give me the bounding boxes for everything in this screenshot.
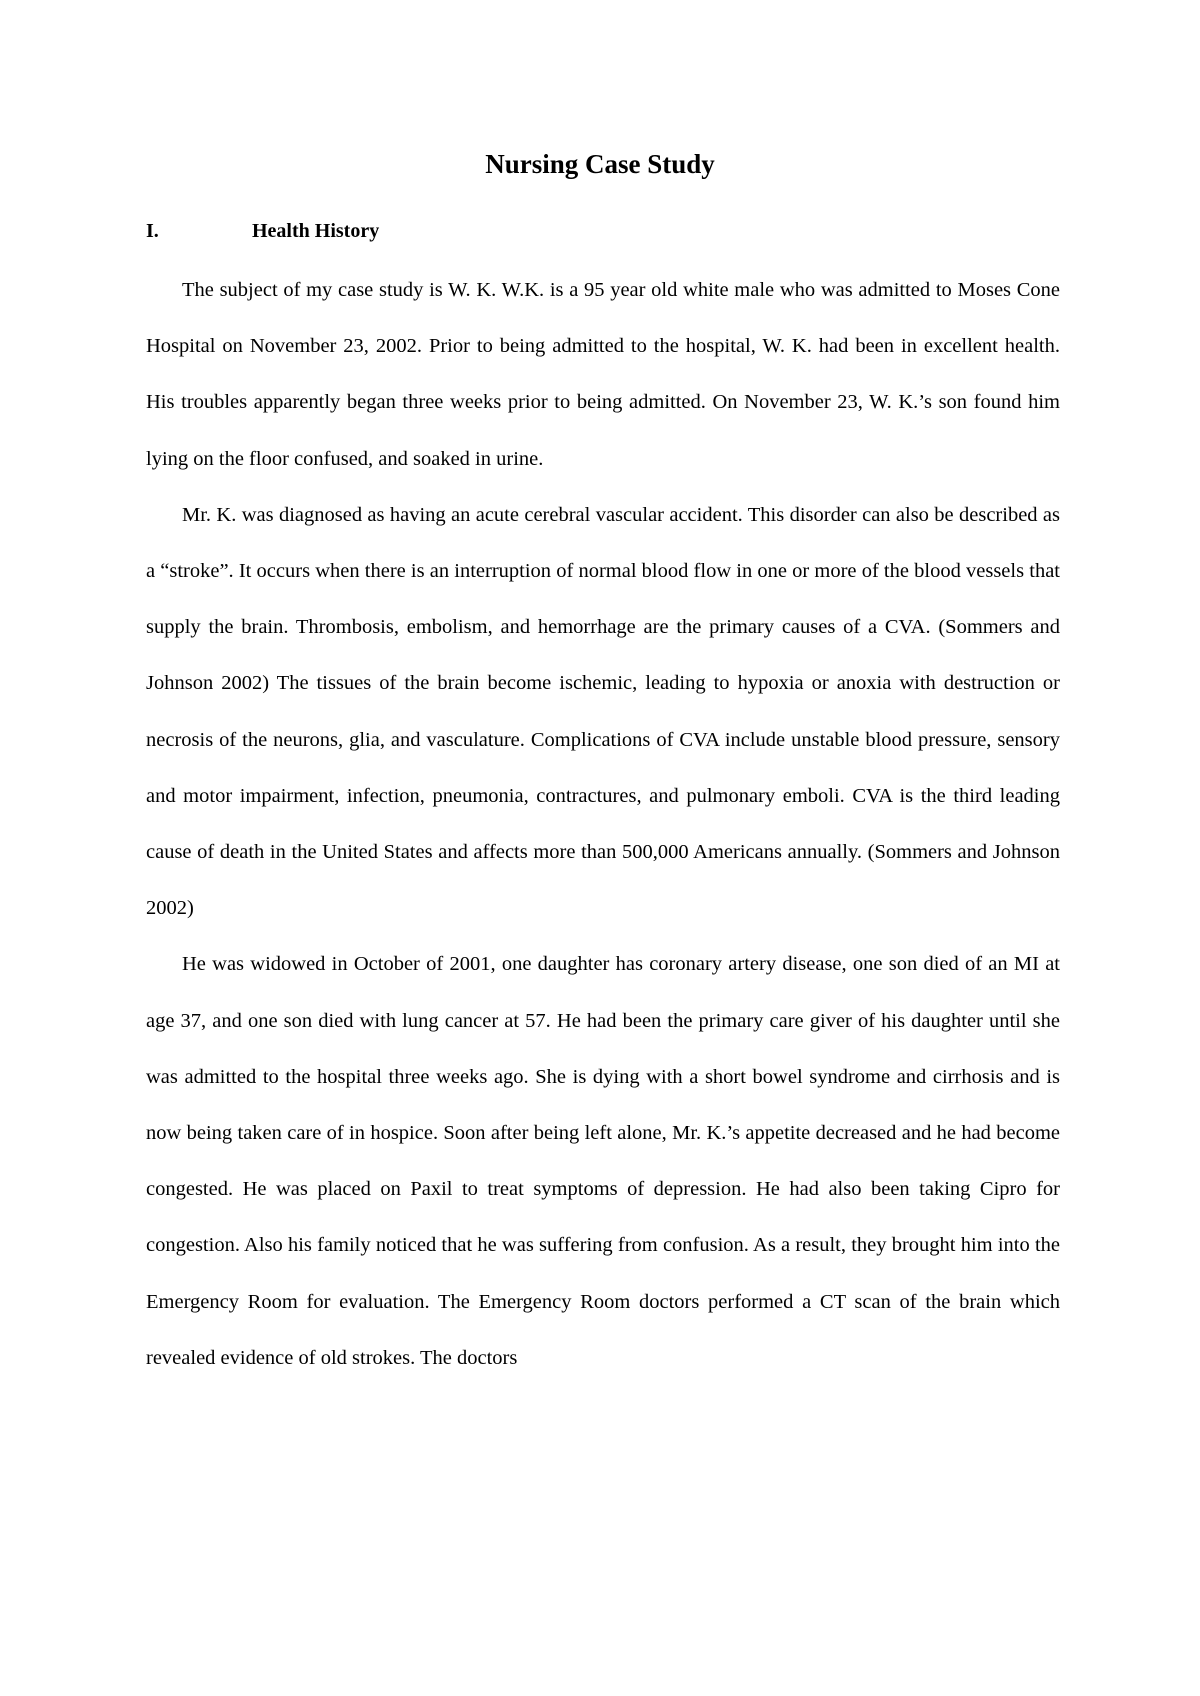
section-title: Health History	[252, 220, 380, 242]
paragraph-1: The subject of my case study is W. K. W.K. is a 95 year old white male who was admitted to Moses Cone Hospital on November 23, 2002. Prior to being admitted to the hospital, W. K. had been in excellent health. His troubles apparently began three weeks prior to being admitted. On November 23, W. K.’s son found him lying on the floor confused, and soaked in urine.	[146, 279, 1060, 470]
paragraph-3: He was widowed in October of 2001, one daughter has coronary artery disease, one son died of an MI at age 37, and one son died with lung cancer at 57. He had been the primary care giver of his daughter until she was admitted to the hospital three weeks ago. She is dying with a short bowel syndrome and cirrhosis and is now being taken care of in hospice. Soon after being left alone, Mr. K.’s appetite decreased and he had become congested. He was placed on Paxil to treat symptoms of depression. He had also been taking Cipro for congestion. Also his family noticed that he was suffering from confusion. As a result, they brought him into the Emergency Room for evaluation. The Emergency Room doctors performed a CT scan of the brain which revealed evidence of old strokes. The doctors	[146, 953, 1060, 1369]
document-title: Nursing Case Study	[485, 149, 715, 179]
body-text	[146, 262, 1060, 1386]
section-heading	[146, 216, 379, 246]
section-number: I.	[146, 220, 159, 242]
paragraph-2: Mr. K. was diagnosed as having an acute cerebral vascular accident. This disorder can also be described as a “stroke”. It occurs when there is an interruption of normal blood flow in one or more of the blood vessels that supply the brain. Thrombosis, embolism, and hemorrhage are the primary causes of a CVA. (Sommers and Johnson 2002) The tissues of the brain become ischemic, leading to hypoxia or anoxia with destruction or necrosis of the neurons, glia, and vasculature. Complications of CVA include unstable blood pressure, sensory and motor impairment, infection, pneumonia, contractures, and pulmonary emboli. CVA is the third leading cause of death in the United States and affects more than 500,000 Americans annually. (Sommers and Johnson 2002)	[146, 503, 1060, 920]
